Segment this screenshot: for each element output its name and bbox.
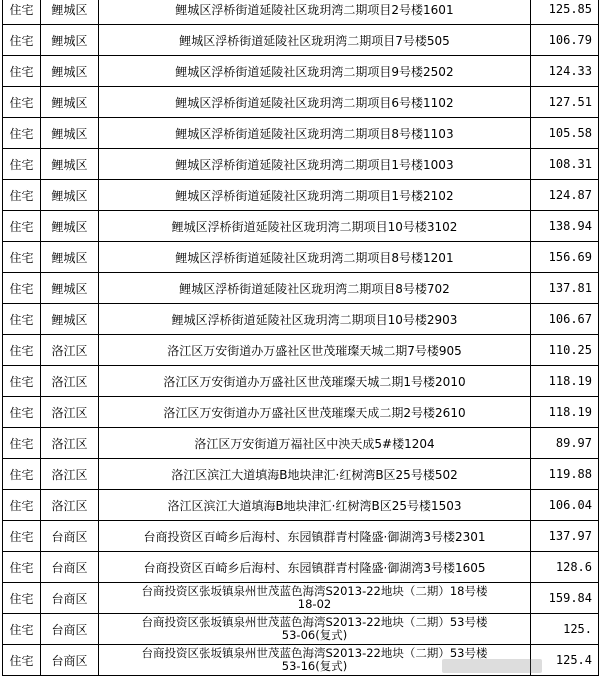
table-row	[3, 273, 599, 304]
table-row	[3, 211, 599, 242]
property-type-cell: 住宅	[3, 56, 41, 87]
property-type-cell: 住宅	[3, 25, 41, 56]
table-row	[3, 304, 599, 335]
area-cell: 125.4	[531, 645, 599, 676]
table-row	[3, 583, 599, 614]
table-row	[3, 397, 599, 428]
area-cell: 110.25	[531, 335, 599, 366]
area-cell: 159.84	[531, 583, 599, 614]
address-line: 台商投资区张坂镇泉州世茂蓝色海湾S2013-22地块（二期）18号楼	[141, 584, 488, 598]
district-cell: 台商区	[41, 552, 99, 583]
area-cell: 118.19	[531, 397, 599, 428]
address-cell: 鲤城区浮桥街道延陵社区珑玥湾二期项目10号楼2903	[99, 304, 531, 335]
area-cell: 156.69	[531, 242, 599, 273]
district-cell: 鲤城区	[41, 118, 99, 149]
property-type-cell: 住宅	[3, 304, 41, 335]
area-cell: 124.33	[531, 56, 599, 87]
table-row	[3, 335, 599, 366]
area-cell: 106.79	[531, 25, 599, 56]
property-type-cell: 住宅	[3, 490, 41, 521]
area-cell: 105.58	[531, 118, 599, 149]
area-cell: 89.97	[531, 428, 599, 459]
area-cell: 106.04	[531, 490, 599, 521]
table-row	[3, 149, 599, 180]
address-cell: 台商投资区百崎乡后海村、东园镇群青村隆盛·御湖湾3号楼2301	[99, 521, 531, 552]
address-line: 台商投资区张坂镇泉州世茂蓝色海湾S2013-22地块（二期）53号楼	[141, 646, 488, 660]
area-cell: 137.81	[531, 273, 599, 304]
address-cell: 鲤城区浮桥街道延陵社区珑玥湾二期项目10号楼3102	[99, 211, 531, 242]
property-type-cell: 住宅	[3, 645, 41, 676]
area-cell: 108.31	[531, 149, 599, 180]
table-row	[3, 180, 599, 211]
property-type-cell: 住宅	[3, 459, 41, 490]
district-cell: 洛江区	[41, 335, 99, 366]
address-cell: 洛江区万安街道办万盛社区世茂璀璨天城二期1号楼2010	[99, 366, 531, 397]
district-cell: 鲤城区	[41, 211, 99, 242]
address-cell: 鲤城区浮桥街道延陵社区珑玥湾二期项目9号楼2502	[99, 56, 531, 87]
area-cell: 138.94	[531, 211, 599, 242]
property-type-cell: 住宅	[3, 149, 41, 180]
address-cell: 洛江区滨江大道填海B地块津汇·红树湾B区25号楼1503	[99, 490, 531, 521]
address-line: 53-06(复式)	[281, 628, 348, 642]
property-type-cell: 住宅	[3, 0, 41, 25]
table-row	[3, 459, 599, 490]
property-type-cell: 住宅	[3, 428, 41, 459]
property-type-cell: 住宅	[3, 273, 41, 304]
area-cell: 125.	[531, 614, 599, 645]
table-row	[3, 56, 599, 87]
address-cell: 洛江区万安街道办万盛社区世茂璀璨天城二期7号楼905	[99, 335, 531, 366]
table-row	[3, 242, 599, 273]
district-cell: 台商区	[41, 614, 99, 645]
district-cell: 台商区	[41, 583, 99, 614]
area-cell: 119.88	[531, 459, 599, 490]
table-row	[3, 25, 599, 56]
address-cell: 台商投资区百崎乡后海村、东园镇群青村隆盛·御湖湾3号楼1605	[99, 552, 531, 583]
address-cell: 鲤城区浮桥街道延陵社区珑玥湾二期项目7号楼505	[99, 25, 531, 56]
address-cell: 鲤城区浮桥街道延陵社区珑玥湾二期项目1号楼1003	[99, 149, 531, 180]
address-cell: 洛江区万安街道办万盛社区世茂璀璨天成二期2号楼2610	[99, 397, 531, 428]
district-cell: 洛江区	[41, 490, 99, 521]
property-table	[2, 0, 599, 676]
district-cell: 鲤城区	[41, 25, 99, 56]
address-cell: 鲤城区浮桥街道延陵社区珑玥湾二期项目1号楼2102	[99, 180, 531, 211]
table-row	[3, 614, 599, 645]
district-cell: 鲤城区	[41, 273, 99, 304]
property-type-cell: 住宅	[3, 583, 41, 614]
address-line: 台商投资区张坂镇泉州世茂蓝色海湾S2013-22地块（二期）53号楼	[141, 615, 488, 629]
table-row	[3, 521, 599, 552]
property-type-cell: 住宅	[3, 366, 41, 397]
address-cell: 鲤城区浮桥街道延陵社区珑玥湾二期项目6号楼1102	[99, 87, 531, 118]
address-cell	[99, 614, 531, 645]
table-row	[3, 490, 599, 521]
address-cell: 洛江区万安街道万福社区中泱天成5#楼1204	[99, 428, 531, 459]
property-table-body	[3, 0, 599, 676]
district-cell: 台商区	[41, 521, 99, 552]
property-type-cell: 住宅	[3, 335, 41, 366]
address-cell: 洛江区滨江大道填海B地块津汇·红树湾B区25号楼502	[99, 459, 531, 490]
property-type-cell: 住宅	[3, 521, 41, 552]
table-row	[3, 366, 599, 397]
area-cell: 127.51	[531, 87, 599, 118]
district-cell: 鲤城区	[41, 87, 99, 118]
area-cell: 124.87	[531, 180, 599, 211]
property-type-cell: 住宅	[3, 552, 41, 583]
district-cell: 洛江区	[41, 459, 99, 490]
address-cell	[99, 583, 531, 614]
property-type-cell: 住宅	[3, 614, 41, 645]
address-cell: 鲤城区浮桥街道延陵社区珑玥湾二期项目2号楼1601	[99, 0, 531, 25]
address-cell: 鲤城区浮桥街道延陵社区珑玥湾二期项目8号楼702	[99, 273, 531, 304]
watermark-logo	[442, 659, 542, 673]
district-cell: 鲤城区	[41, 304, 99, 335]
property-type-cell: 住宅	[3, 180, 41, 211]
property-type-cell: 住宅	[3, 87, 41, 118]
area-cell: 137.97	[531, 521, 599, 552]
area-cell: 128.6	[531, 552, 599, 583]
district-cell: 鲤城区	[41, 0, 99, 25]
table-row	[3, 428, 599, 459]
address-cell: 鲤城区浮桥街道延陵社区珑玥湾二期项目8号楼1103	[99, 118, 531, 149]
district-cell: 鲤城区	[41, 149, 99, 180]
district-cell: 鲤城区	[41, 180, 99, 211]
property-type-cell: 住宅	[3, 242, 41, 273]
table-row	[3, 87, 599, 118]
district-cell: 洛江区	[41, 428, 99, 459]
district-cell: 洛江区	[41, 397, 99, 428]
area-cell: 125.85	[531, 0, 599, 25]
address-line: 53-16(复式)	[281, 659, 348, 673]
property-table-container	[2, 0, 598, 676]
property-type-cell: 住宅	[3, 211, 41, 242]
area-cell: 106.67	[531, 304, 599, 335]
district-cell: 鲤城区	[41, 56, 99, 87]
table-row	[3, 552, 599, 583]
district-cell: 台商区	[41, 645, 99, 676]
table-row	[3, 118, 599, 149]
property-type-cell: 住宅	[3, 118, 41, 149]
district-cell: 洛江区	[41, 366, 99, 397]
table-row	[3, 0, 599, 25]
area-cell: 118.19	[531, 366, 599, 397]
property-type-cell: 住宅	[3, 397, 41, 428]
address-cell: 鲤城区浮桥街道延陵社区珑玥湾二期项目8号楼1201	[99, 242, 531, 273]
address-line: 18-02	[297, 597, 332, 611]
district-cell: 鲤城区	[41, 242, 99, 273]
